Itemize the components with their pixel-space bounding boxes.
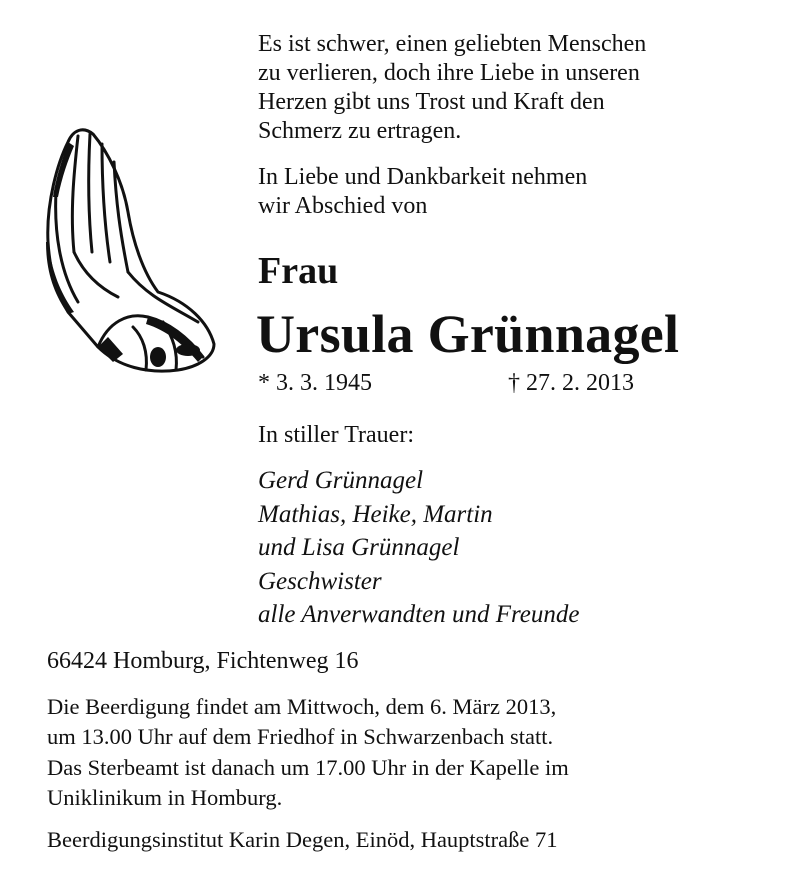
- mourner: alle Anverwandten und Freunde: [258, 601, 580, 628]
- funeral-details: [47, 692, 569, 813]
- deceased-name: Ursula Grünnagel: [256, 304, 680, 364]
- title: Frau: [258, 250, 339, 292]
- farewell-line: wir Abschied von: [258, 193, 428, 219]
- mourner: und Lisa Grünnagel: [258, 534, 460, 561]
- mourner: Geschwister: [258, 567, 382, 595]
- mourner: Mathias, Heike, Martin: [258, 500, 493, 528]
- intro-verse: [258, 30, 646, 146]
- intro-line: zu verlieren, doch ihre Liebe in unseren: [258, 60, 640, 86]
- intro-line: Schmerz zu ertragen.: [258, 118, 462, 144]
- mourner: Gerd Grünnagel: [258, 467, 424, 494]
- farewell-text: [258, 163, 587, 221]
- praying-hands-icon: [38, 122, 218, 378]
- mourning-heading: In stiller Trauer:: [258, 422, 414, 448]
- funeral-line: Das Sterbeamt ist danach um 17.00 Uhr in der Kapelle im: [47, 754, 569, 780]
- funeral-line: Die Beerdigung findet am Mittwoch, dem 6. März 2013,: [47, 694, 557, 719]
- death-date: † 27. 2. 2013: [508, 370, 634, 396]
- intro-line: Herzen gibt uns Trost und Kraft den: [258, 89, 605, 115]
- mourners-list: [258, 464, 579, 632]
- funeral-line: Uniklinikum in Homburg.: [47, 784, 283, 810]
- intro-line: Es ist schwer, einen geliebten Menschen: [258, 31, 647, 57]
- birth-date: * 3. 3. 1945: [258, 370, 372, 396]
- funeral-line: um 13.00 Uhr auf dem Friedhof in Schwarzenbach statt.: [47, 724, 554, 750]
- farewell-line: In Liebe und Dankbarkeit nehmen: [258, 164, 588, 190]
- address: 66424 Homburg, Fichtenweg 16: [47, 648, 359, 674]
- undertaker: Beerdigungsinstitut Karin Degen, Einöd, Hauptstraße 71: [47, 827, 558, 852]
